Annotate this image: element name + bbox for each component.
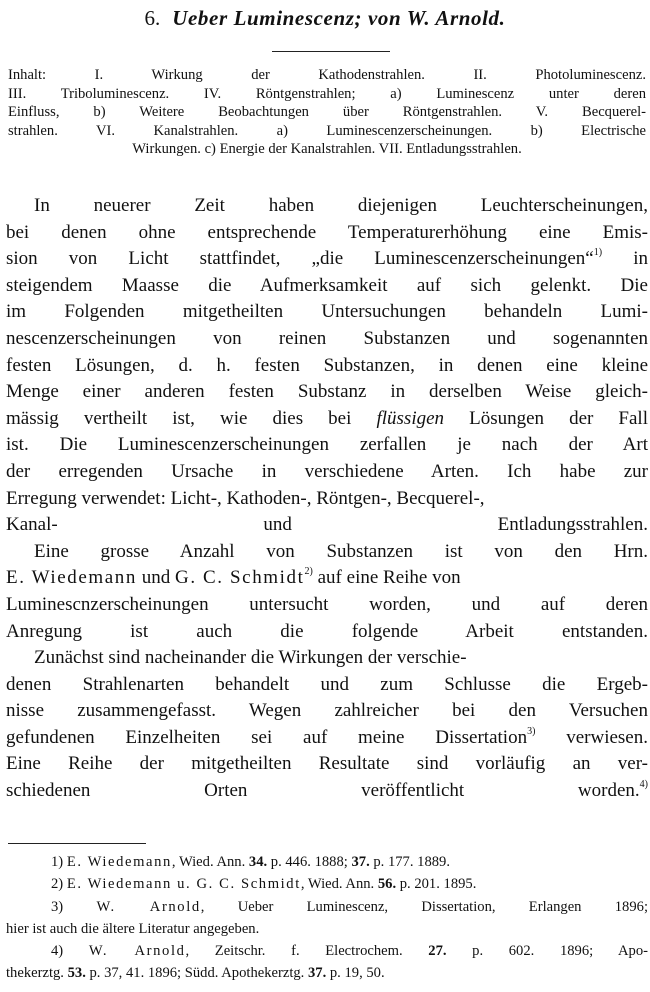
body-text-span: sion von Licht stattfindet, „die Luminescenzerscheinungen“	[6, 248, 594, 270]
summary-line: Einfluss, b) Weitere Beobachtungen über Röntgenstrahlen. V. Becquerel-	[8, 104, 646, 121]
body-line: Zunächst sind nacheinander die Wirkungen der verschie-	[34, 647, 467, 669]
footnote-ref: 4)	[639, 778, 648, 790]
body-text	[6, 193, 648, 805]
volume-number: 56.	[377, 876, 397, 893]
article-title	[0, 6, 650, 31]
footnote-ref: 1)	[593, 246, 603, 258]
footnote-author: E. Wiedemann	[66, 854, 172, 870]
footnote-text: p. 177. 1889.	[369, 854, 450, 870]
body-line: Erregung verwendet: Licht-, Kathoden-, Röntgen-, Becquerel-,	[6, 487, 485, 509]
body-line: Eine grosse Anzahl von Substanzen ist von den Hrn.	[34, 540, 648, 562]
body-line: Anregung ist auch die folgende Arbeit entstanden.	[6, 620, 648, 642]
body-line: Menge einer anderen festen Substanz in derselben Weise gleich-	[6, 381, 648, 403]
body-text-span: gefundenen Einzelheiten sei auf meine Dissertation	[6, 726, 528, 748]
author-name: E. Wiedemann	[6, 567, 137, 589]
body-line: im Folgenden mitgetheilten Untersuchungen behandeln Lumi-	[6, 301, 648, 323]
footnote-number: 2)	[51, 876, 64, 893]
footnote-text: p. 19, 50.	[326, 965, 385, 982]
body-line	[6, 565, 648, 592]
body-text-span: schiedenen Orten veröffentlicht worden.	[6, 780, 640, 802]
body-text-span: auf eine Reihe von	[312, 567, 461, 589]
contents-summary	[8, 66, 646, 159]
summary-line: Wirkungen. c) Energie der Kanalstrahlen. VII. Entladungsstrahlen.	[132, 141, 522, 158]
footnotes	[6, 851, 648, 985]
footnote-text: , Wied. Ann.	[171, 854, 249, 870]
body-line: Eine Reihe der mitgetheilten Resultate sind vorläufig an ver-	[6, 753, 648, 775]
volume-number: 27.	[428, 943, 447, 960]
volume-number: 53.	[67, 965, 86, 982]
summary-line: III. Triboluminescenz. IV. Röntgenstrahlen; a) Luminescenz unter deren	[8, 85, 646, 102]
footnote-number: 3)	[51, 898, 64, 915]
footnote-ref: 2)	[304, 565, 313, 577]
footnote-text: thekerztg.	[6, 965, 68, 982]
body-line: steigendem Maasse die Aufmerksamkeit auf sich gelenkt. Die	[6, 274, 648, 296]
footnote-rule	[8, 843, 146, 844]
body-line: Luminescnzerscheinungen untersucht worden, und auf deren	[6, 593, 648, 615]
footnote-4-continued	[6, 962, 648, 984]
summary-line: Inhalt: I. Wirkung der Kathodenstrahlen. II. Photoluminescenz.	[8, 67, 646, 83]
article-title-text: Ueber Luminescenz; von W. Arnold.	[172, 6, 506, 30]
footnote-text: p. 37, 41. 1896; Südd. Apothekerztg.	[85, 965, 308, 982]
body-line: In neuerer Zeit haben diejenigen Leuchterscheinungen,	[34, 195, 648, 216]
body-text-span: verwiesen.	[535, 726, 648, 748]
footnote-number: 4)	[51, 943, 64, 960]
footnote-author: W. Arnold	[96, 898, 201, 915]
body-line: nescenzerscheinungen von reinen Substanzen und sogenannten	[6, 327, 648, 349]
body-line	[6, 725, 648, 752]
article-number: 6.	[144, 6, 161, 30]
footnote-author: W. Arnold	[88, 943, 186, 960]
footnote-text: , Ueber Luminescenz, Dissertation, Erlangen 1896;	[200, 898, 648, 915]
body-line: ist. Die Luminescenzerscheinungen zerfallen je nach der Art	[6, 434, 648, 456]
body-text-span: Lösungen der Fall	[444, 407, 648, 429]
volume-number: 37.	[307, 965, 327, 982]
body-line: der erregenden Ursache in verschiedene Arten. Ich habe zur	[6, 460, 648, 482]
footnote-2	[6, 873, 648, 895]
body-text-span: und	[137, 567, 175, 589]
footnote-author: E. Wiedemann u. G. C. Schmidt	[66, 876, 301, 893]
footnote-text: p. 201. 1895.	[396, 876, 477, 893]
body-line: bei denen ohne entsprechende Temperaturerhöhung eine Emis-	[6, 221, 648, 243]
volume-number: 34.	[248, 854, 268, 870]
footnote-ref: 3)	[527, 725, 536, 737]
footnote-1	[6, 851, 648, 873]
body-line: denen Strahlenarten behandelt und zum Schlusse die Ergeb-	[6, 673, 648, 695]
volume-number: 37.	[351, 854, 370, 870]
title-rule	[272, 51, 390, 52]
footnote-text: p. 602. 1896; Apo-	[446, 943, 649, 960]
summary-line: strahlen. VI. Kanalstrahlen. a) Luminescenzerscheinungen. b) Electrische	[8, 122, 646, 139]
body-text-span: in	[633, 248, 649, 270]
footnote-text: p. 446. 1888;	[267, 854, 352, 870]
emphasis: flüssigen	[376, 407, 445, 429]
footnote-text: , Wied. Ann.	[300, 876, 378, 893]
footnote-3-continued: hier ist auch die ältere Literatur angegeben.	[6, 920, 260, 937]
footnote-3	[6, 896, 648, 918]
body-line	[6, 406, 648, 433]
body-line: festen Lösungen, d. h. festen Substanzen, in denen eine kleine	[6, 354, 648, 376]
body-line	[6, 246, 648, 273]
footnote-4	[6, 940, 648, 962]
body-line: Kanal- und Entladungsstrahlen.	[6, 514, 648, 536]
body-text-span: mässig vertheilt ist, wie dies bei	[6, 407, 377, 429]
footnote-text: , Zeitschr. f. Electrochem.	[185, 943, 429, 960]
body-line: nisse zusammengefasst. Wegen zahlreicher bei den Versuchen	[6, 700, 648, 722]
body-line	[6, 778, 648, 805]
author-name: G. C. Schmidt	[175, 567, 305, 589]
footnote-number: 1)	[51, 854, 64, 870]
